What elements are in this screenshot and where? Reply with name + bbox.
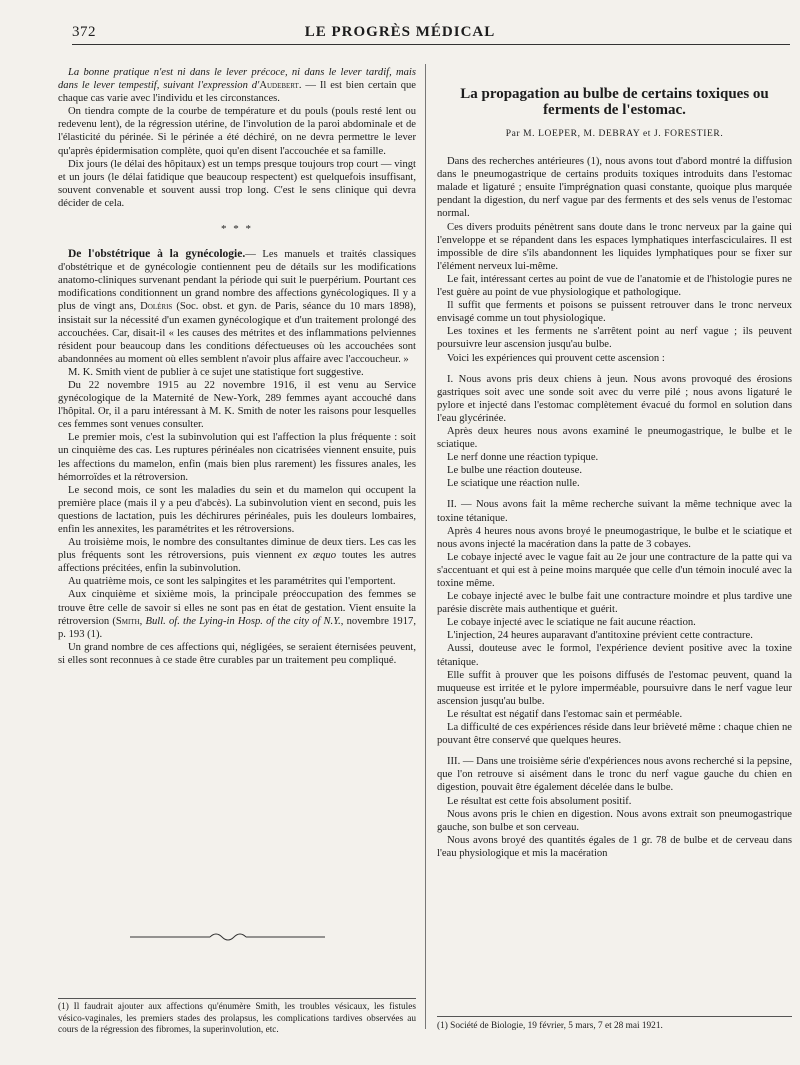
paragraph: On tiendra compte de la courbe de température et du pouls (pouls resté lent ou redevenu lent), de la régression utérine, de l'involution de la paroi abdominale et de l'élasticité du périnée. Si le périnée a été déchiré, on ne devra permettre le lever qu'après épidermisation complète, quoi qu'en disent l'accouchée et sa famille. [58,106,416,157]
paragraph: Le nerf donne une réaction typique. [447,452,599,464]
asterism: * * * [221,223,253,236]
text: toutes les autres affections précitées, enfin la subinvolution. [58,550,416,575]
paragraph: III. — Dans une troisième série d'expériences nous avons recherché si la pepsine, que l'on retrouve si aisément dans le tronc du nerf vague gauche du chien en digestion, pouvait être également décelée dans le bulbe. [437,756,792,794]
text: Aux cinquième et sixième mois, la principale préoccupation des femmes se trouve être celle de savoir si elles ne sont pas en état de gestation. Vient ensuite la rétroversion ( [58,589,416,627]
paragraph: Ces divers produits pénètrent sans doute dans le tronc nerveux par la gaine qui l'enveloppe et se répandent dans les espaces lymphatiques interfasciculaires. Il est impossible de dire s'ils abandonnent les liquides lymphatiques pour se fixer sur l'élément nerveux lui-même. [437,221,792,272]
page-number: 372 [72,24,96,40]
paragraph: Le premier mois, c'est la subinvolution qui est l'affection la plus fréquente : soit un cinquième des cas. Les ruptures périnéales non cicatrisées viennent ensuite, puis les affections du mamelon, enfin (mais bien plus rarement) les fissures anales, les hémorroïdes et la rétroversion. [58,432,416,483]
spacer [437,490,792,498]
paragraph: Après deux heures nous avons examiné le pneumogastrique, le bulbe et le sciatique. [437,425,792,451]
section-author: Doléris [140,301,173,313]
paragraph: Elle suffit à prouver que les poisons diffusés de l'estomac peuvent, quand la muqueuse est irritée et le pylore imperméable, poursuivre dans le nerf vague leur ascension jusqu'au bulbe. [437,669,792,707]
intro-italic: La bonne pratique n'est ni dans le lever précoce, ni dans le lever tardif, mais dans le lever tempestif, suivant l'expression d' [58,67,416,92]
paragraph: Aussi, douteuse avec le formol, l'expérience devient positive avec la toxine tétanique. [437,643,792,668]
right-column [437,66,792,860]
paragraph: Le fait, intéressant certes au point de vue de l'anatomie et de l'histologie pures ne l'est guère au point de vue physiologique et pathologique. [437,273,792,299]
ornament-divider [130,931,325,943]
section-text: — Les manuels et traités classiques d'obstétrique et de gynécologie contiennent peu de détails sur les modifications anatomo-cliniques survenant pendant la période qui suit le puerpérium. Pourtant ces modifications conditionnent un grand nombre des affections gynécologiques. Il y a plus de vingt ans, [58,249,416,313]
paragraph: Au quatrième mois, ce sont les salpingites et les paramétrites qui l'emportent. [68,576,396,588]
paragraph: Nous avons pris le chien en digestion. Nous avons extrait son pneumogastrique gauche, son bulbe et son cerveau. [437,808,792,833]
article-title: La propagation au bulbe de certains toxiques ou ferments de l'estomac. [460,86,769,118]
text-italic: ex æquo [297,550,336,562]
paragraph: L'injection, 24 heures auparavant d'antitoxine prévient cette contracture. [447,630,753,642]
paragraph: Voici les expériences qui prouvent cette ascension : [447,352,665,364]
intro-rest: . — Il est bien certain que chaque cas varie avec l'individu et les circonstances. [58,80,416,105]
running-head: LE PROGRÈS MÉDICAL [304,24,496,40]
spacer [437,365,792,373]
paragraph: Dans des recherches antérieures (1), nous avons tout d'abord montré la diffusion dans le pneumogastrique de certains produits toxiques introduits dans l'estomac malade et ligaturé ; ensuite l'imprégnation quasi constante, quoique plus marquée pendant la digestion, du nerf vague par des ferments et des sels venus de l'estomac normal. [437,156,792,220]
paragraph: Les toxines et les ferments ne s'arrêtent point au nerf vague ; ils peuvent poursuivre leur ascension jusqu'au bulbe. [437,326,792,351]
paragraph [58,536,416,575]
intro-paragraph [58,66,416,105]
section-text-cont: (Soc. obst. et gyn. de Paris, séance du 10 mars 1898), insistait sur la nécessité d'un examen gynécologique et d'un traitement prolongé des accouchées. Car, disait-il « les causes des métrites et des inflammations pelviennes résident pour beaucoup dans les conditions défectueuses où les accouchées sont abandonnées au moment où elles semblent n'avoir plus affaire avec l'accoucheur. » [58,301,416,365]
paragraph: Il suffit que ferments et poisons se puissent retrouver dans le tronc nerveux envisagé comme un tout physiologique. [437,300,792,325]
paragraph: Le cobaye injecté avec le sciatique ne fait aucune réaction. [447,617,696,629]
citation-journal: , Bull. of. the Lying-in Hosp. of the city of N.Y. [139,615,341,627]
paragraph: Dix jours (le délai des hôpitaux) est un temps presque toujours trop court — vingt et un jours (le délai fatidique que beaucoup respectent) est quelquefois insuffisant, souvent convenable et souvent aussi trop long. C'est le sens clinique qui devra décider de cela. [58,158,416,209]
paragraph: I. Nous avons pris deux chiens à jeun. Nous avons provoqué des érosions gastriques soit avec une sonde soit avec du verre pilé ; nous avons ligaturé le pylore et injecté dans l'estomac complètement évacué du formol en solution dans l'eau glycérinée. [437,373,792,424]
section-title: De l'obstétrique à la gynécologie. [68,248,246,261]
section-paragraph [58,248,416,366]
paragraph: Le bulbe une réaction douteuse. [447,465,583,477]
text: Au troisième mois, le nombre des consultantes diminue de deux tiers. Les cas les plus fréquents sont les rétroversions, puis viennent [58,537,416,562]
paragraph: Le cobaye injecté avec le vague fait au 2e jour une contracture de la patte qui va s'accentuant et qui est à peine moins marquée que celle d'un témoin inoculé avec la toxine même. [437,551,792,589]
header-rule [72,44,790,45]
article-authors: Par M. LOEPER, M. DEBRAY et J. FORESTIER. [505,129,724,139]
paragraph: Nous avons broyé des quantités égales de 1 gr. 78 de bulbe et de cerveau dans l'eau physiologique et mis la macération [437,834,792,859]
paragraph [58,588,416,640]
intro-author: Audebert [259,80,299,92]
footnote-left: (1) Il faudrait ajouter aux affections qu'énumère Smith, les troubles vésicaux, les fistules vésico-vaginales, les premiers stades des prolapsus, les complications tardives observées au cours de la régression des fibromes, la superinvolution, etc. [58,998,416,1037]
paragraph: Le cobaye injecté avec le bulbe fait une contracture moindre et plus tardive une parésie discrète mais authentique et guérit. [437,591,792,616]
citation-author: Smith [115,615,140,627]
column-divider [425,64,426,1029]
footnote-right: (1) Société de Biologie, 19 février, 5 mars, 7 et 28 mai 1921. [437,1016,792,1033]
paragraph: Le résultat est négatif dans l'estomac sain et perméable. [447,708,683,720]
paragraph: Le sciatique une réaction nulle. [447,478,580,490]
paragraph: Le second mois, ce sont les maladies du sein et du mamelon qui occupent la première place (mais il y a peu d'abcès). La subinvolution vient en second, puis les questions de lactation, puis les déchirures périnéales, puis les douleurs lombaires, enfin les annexites, les paramétrites et les rétroversions. [58,484,416,535]
left-column [58,66,416,667]
paragraph: II. — Nous avons fait la même recherche suivant la même technique avec la toxine tétanique. [437,499,792,524]
text: , novembre 1917, p. 193 (1). [58,615,416,640]
spacer [437,747,792,755]
paragraph: Un grand nombre de ces affections qui, négligées, se seraient éternisées peuvent, si elles sont reconnues à ce stade être curables par un traitement peu compliqué. [58,641,416,666]
paragraph: Du 22 novembre 1915 au 22 novembre 1916, il est venu au Service gynécologique de la Maternité de New-York, 289 femmes ayant accouché dans l'hôpital. Or, il a paru intéressant à M. K. Smith de noter les raisons pour lesquelles ces femmes sont venues consulter. [58,379,416,431]
paragraph: La difficulté de ces expériences réside dans leur brièveté même : chaque chien ne pouvant être conservé que quelques heures. [437,722,792,747]
paragraph: Après 4 heures nous avons broyé le pneumogastrique, le bulbe et le sciatique et nous avons injecté la macération dans la patte de 3 cobayes. [437,525,792,550]
paragraph: Le résultat est cette fois absolument positif. [447,795,632,807]
paragraph: M. K. Smith vient de publier à ce sujet une statistique fort suggestive. [68,366,364,378]
